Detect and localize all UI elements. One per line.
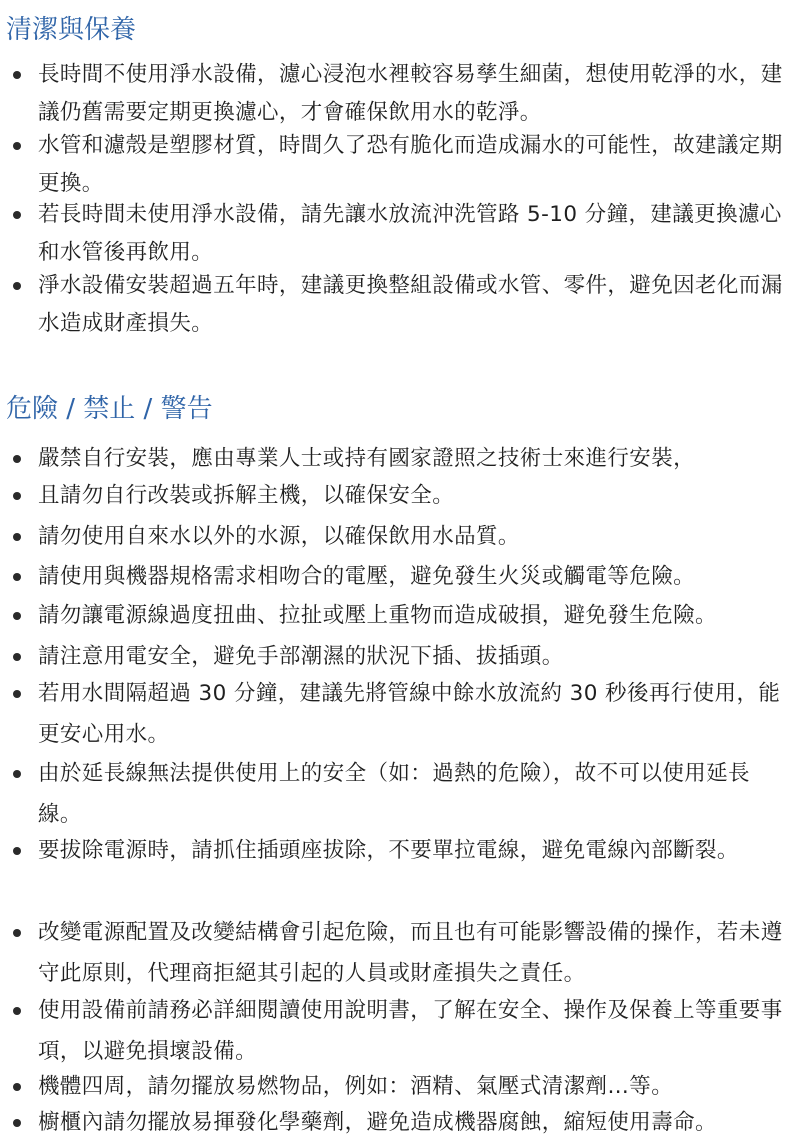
bullet-icon	[13, 142, 21, 150]
bullet-icon	[13, 653, 21, 661]
bullet-icon	[13, 533, 21, 541]
list-item-text: 改變電源配置及改變結構會引起危險，而且也有可能影響設備的操作，若未遵守此原則，代理商拒絕其引起的人員或財產損失之責任。	[38, 920, 783, 986]
list-item-text: 淨水設備安裝超過五年時，建議更換整組設備或水管、零件，避免因老化而漏水造成財產損失。	[38, 273, 783, 336]
bullet-icon	[13, 492, 21, 500]
list-item-text: 機體四周，請勿擺放易燃物品，例如：酒精、氣壓式清潔劑…等。	[38, 1074, 674, 1099]
list-item-text: 若用水間隔超過 30 分鐘，建議先將管線中餘水放流約 30 秒後再行使用，能更安心用水。	[38, 681, 781, 747]
bullet-icon	[13, 690, 21, 698]
section-title-care: 清潔與保養	[6, 15, 137, 45]
bullet-icon	[13, 211, 21, 219]
bullet-icon	[13, 282, 21, 290]
bullet-icon	[13, 847, 21, 855]
list-item-text: 長時間不使用淨水設備，濾心浸泡水裡較容易孳生細菌，想使用乾淨的水，建議仍舊需要定期更換濾心，才會確保飲用水的乾淨。	[38, 62, 783, 125]
list-item-text: 請勿讓電源線過度扭曲、拉扯或壓上重物而造成破損，避免發生危險。	[38, 603, 717, 628]
bullet-icon	[13, 1007, 21, 1015]
bullet-icon	[13, 1119, 21, 1127]
list-item-text: 請勿使用自來水以外的水源，以確保飲用水品質。	[38, 524, 520, 549]
bullet-icon	[13, 612, 21, 620]
list-item-text: 嚴禁自行安裝，應由專業人士或持有國家證照之技術士來進行安裝，	[38, 446, 696, 471]
list-item-text: 請注意用電安全，避免手部潮濕的狀況下插、拔插頭。	[38, 644, 564, 669]
bullet-icon	[13, 455, 21, 463]
bullet-icon	[13, 770, 21, 778]
list-item-text: 櫥櫃內請勿擺放易揮發化學藥劑，避免造成機器腐蝕，縮短使用壽命。	[38, 1110, 717, 1135]
list-item-text: 由於延長線無法提供使用上的安全（如：過熱的危險），故不可以使用延長線。	[38, 761, 750, 827]
bullet-icon	[13, 71, 21, 79]
list-item-text: 要拔除電源時，請抓住插頭座拔除，不要單拉電線，避免電線內部斷裂。	[38, 838, 739, 863]
list-item-text: 且請勿自行改裝或拆解主機，以確保安全。	[38, 483, 455, 508]
list-item-text: 請使用與機器規格需求相吻合的電壓，避免發生火災或觸電等危險。	[38, 564, 696, 589]
section-title-danger: 危險 / 禁止 / 警告	[6, 394, 213, 424]
list-item-text: 水管和濾殼是塑膠材質，時間久了恐有脆化而造成漏水的可能性，故建議定期更換。	[38, 133, 783, 196]
bullet-icon	[13, 573, 21, 581]
list-item-text: 使用設備前請務必詳細閱讀使用說明書，了解在安全、操作及保養上等重要事項，以避免損壞設備。	[38, 998, 783, 1064]
bullet-icon	[13, 1083, 21, 1091]
bullet-icon	[13, 929, 21, 937]
list-item-text: 若長時間未使用淨水設備，請先讓水放流沖洗管路 5-10 分鐘，建議更換濾心和水管後再飲用。	[38, 202, 782, 265]
